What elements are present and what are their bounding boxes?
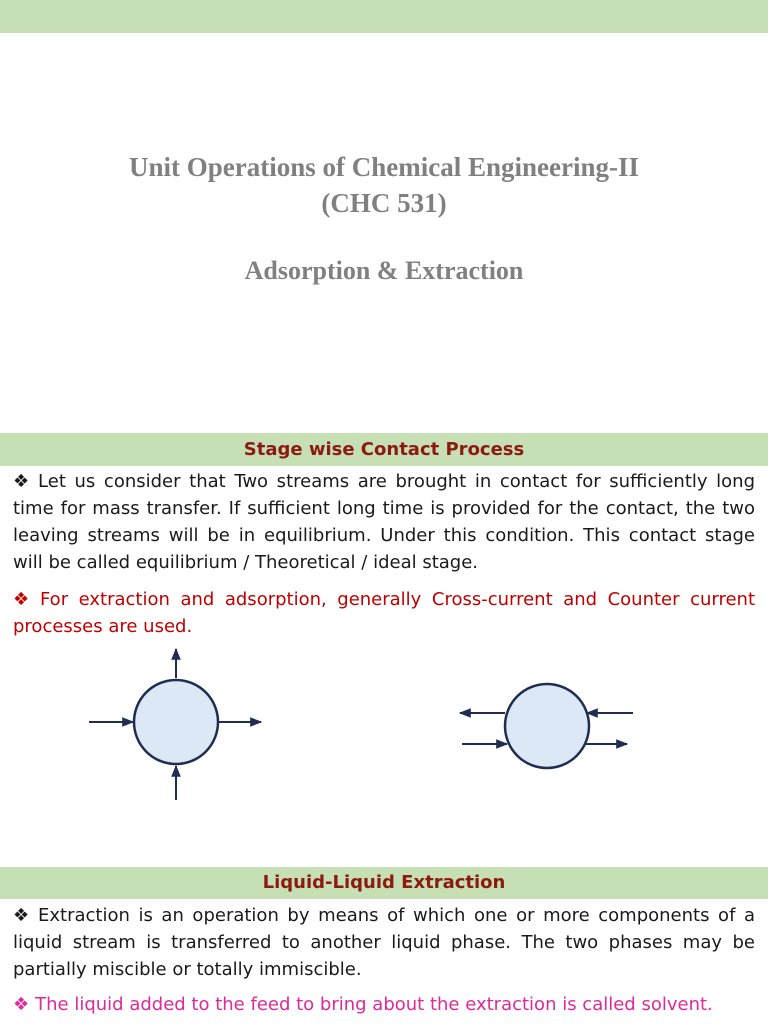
paragraph-processes <box>13 586 755 640</box>
diamond-bullet-icon: ❖ <box>13 471 33 492</box>
paragraph-text: For extraction and adsorption, generally Cross-current and Counter current processes are used. <box>13 589 756 637</box>
course-title: Unit Operations of Chemical Engineering-II <box>129 152 639 182</box>
paragraph-equilibrium-stage <box>13 468 755 576</box>
section-heading-lle: Liquid-Liquid Extraction <box>262 872 506 893</box>
paragraph-text: Let us consider that Two streams are brought in contact for sufficiently long time for mass transfer. If sufficient long time is provided for the contact, the two leaving streams will be in equilibrium. Under this condition. This contact stage will be called equilibrium / Theoretical / ideal stage. <box>13 471 755 573</box>
paragraph-solvent <box>13 991 755 1024</box>
contact-stage-diagram <box>0 640 768 810</box>
section-header-stage <box>0 433 768 466</box>
diamond-bullet-icon: ❖ <box>13 994 30 1015</box>
diamond-bullet-icon: ❖ <box>13 905 32 926</box>
counter-current-diagram <box>460 684 633 768</box>
section-header-lle <box>0 867 768 899</box>
paragraph-extraction-definition <box>13 902 755 983</box>
paragraph-text: Extraction is an operation by means of which one or more components of a liquid stream is transferred to another liquid phase. The two phases may be partially miscible or totally immiscible. <box>13 905 756 980</box>
paragraph-text: The liquid added to the feed to bring about the extraction is called solvent. <box>35 994 713 1015</box>
counter-stage-circle <box>505 684 589 768</box>
cross-stage-circle <box>134 680 218 764</box>
top-banner <box>0 0 768 33</box>
diamond-bullet-icon: ❖ <box>13 589 34 610</box>
course-subtitle: Adsorption & Extraction <box>244 256 524 285</box>
section-heading-stage: Stage wise Contact Process <box>243 439 525 460</box>
course-code: (CHC 531) <box>321 188 447 218</box>
cross-current-diagram <box>89 649 261 800</box>
